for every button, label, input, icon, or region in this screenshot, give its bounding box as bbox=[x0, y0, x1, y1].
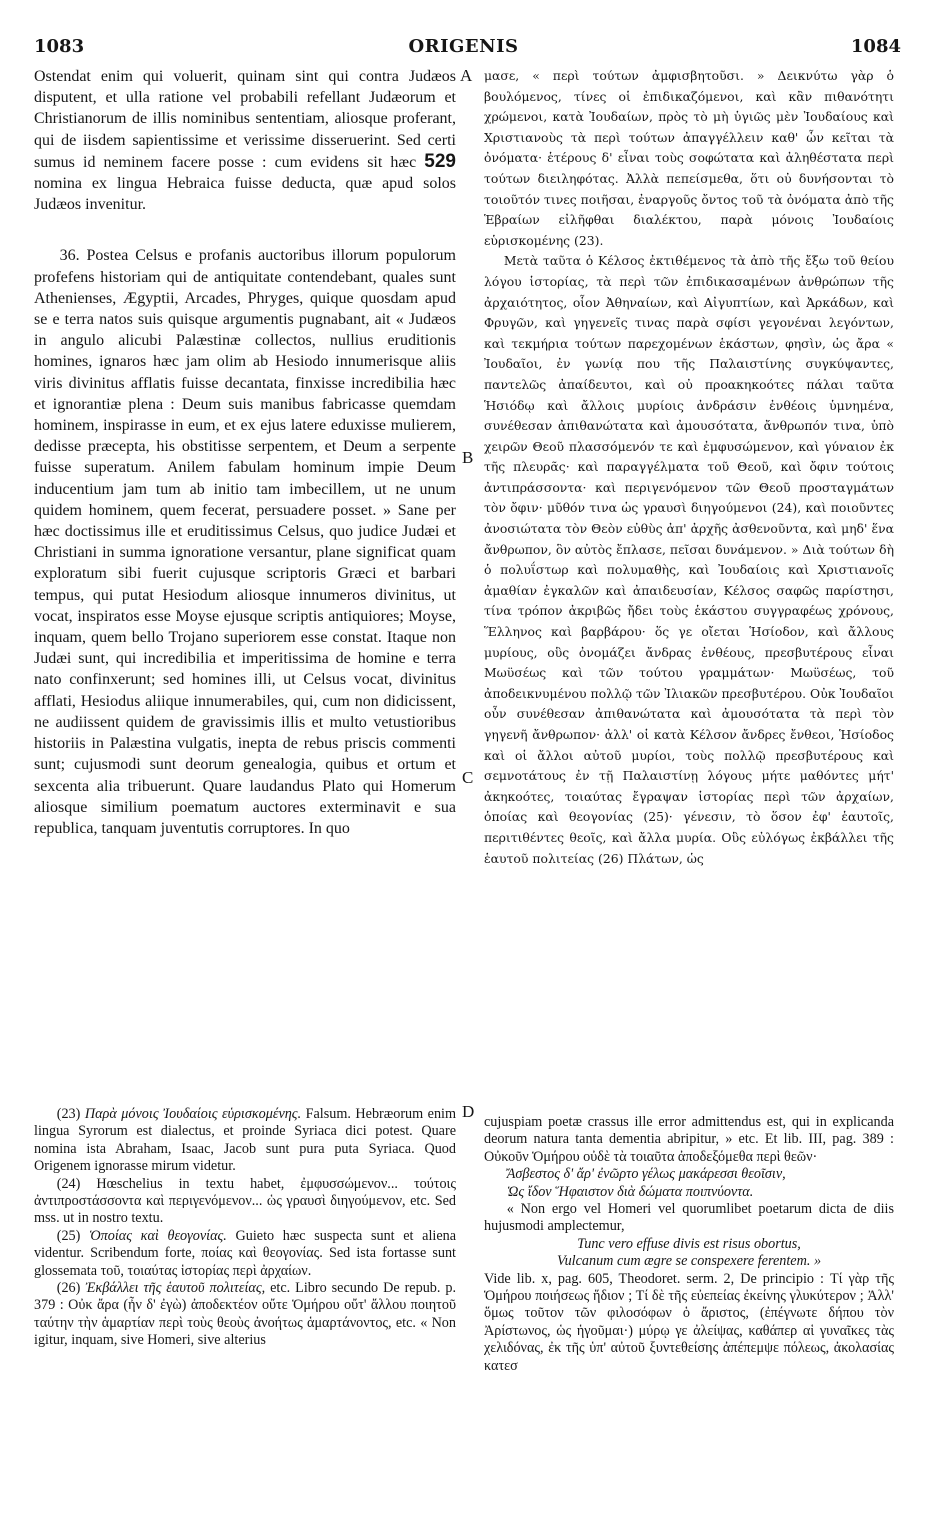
footnote-text: Falsum. Hebræorum enim lingua Syrorum est dialectus, et proinde Syriaca dici potest. Quare nomina ista Abraham, Isaac, Jacob sunt pura puta Syriaca. Quod Origenem ignorasse mirum videtur. bbox=[34, 1106, 457, 1175]
verse-line: Ἄσβεστος δ' ἄρ' ἐνῶρτο γέλως μακάρεσσι θεοῖσιν, bbox=[506, 1166, 786, 1183]
margin-letter-c: C bbox=[462, 768, 474, 787]
footnote bbox=[34, 1280, 456, 1350]
footnote-text: Guieto hæc suspecta sunt et aliena videntur. Scribendum forte, ποίας καὶ θεογονίας. Sed ista fortasse sunt glossemata τοῦ, τοιαύτας ἱστορίας περὶ ἀρχαίων. bbox=[34, 1227, 457, 1279]
footnote-lemma: Ἐκβάλλει τῆς ἑαυτοῦ πολιτείας, bbox=[85, 1280, 266, 1297]
latin-column bbox=[34, 66, 456, 839]
running-title: ORIGENIS bbox=[408, 36, 519, 57]
footnote-number: (26) bbox=[56, 1280, 81, 1297]
footnotes-left bbox=[34, 1106, 456, 1350]
footnote bbox=[34, 1228, 456, 1280]
margin-letter-d: D bbox=[462, 1102, 475, 1121]
page-number-left: 1083 bbox=[34, 36, 85, 57]
greek-paragraph: μασε, « περὶ τούτων ἀμφισβητοῦσι. » Δεικνύτω γὰρ ὁ βουλόμενος, τίνες οἱ ἐπιδικαζόμενοι, καὶ κἂν πιθανότητι χρώμενοι, κατὰ Ἰουδαίων, πρὸς τὸ μὴ ὑγιῶς μὲν Ἰουδαίους καὶ Χριστιανοὺς τὰ περὶ τούτων ἀπαγγέλλειν καθ' ὧν κεῖται τὰ ὀνόματα· ἑτέρους δ' εἶναι τοὺς σοφώτατα καὶ ἀληθέστατα περὶ τούτων διειληφότας. Ἀλλὰ πεπείσμεθα, ὅτι οὐ δυνήσονται τὸ τοιοῦτόν τινες ποιῆσαι, ἐναργοῦς ὄντος τοῦ τὰ ὀνόματα ἀπὸ τῆς Ἑβραίων εἰλῆφθαι διαλέκτου, παρὰ μόνοις Ἰουδαίοις εὑρισκομένης (23). bbox=[484, 68, 894, 248]
margin-letter-b: B bbox=[462, 448, 474, 467]
greek-paragraph: Μετὰ ταῦτα ὁ Κέλσος ἐκτιθέμενος τὰ ἀπὸ τῆς ἔξω τοῦ θείου λόγου ἱστορίας, τὰ περὶ τῶν ἐπιδικασαμένων ἀνθρώπων τῆς ἀρχαιότητος, οἷον Ἀθηναίων, καὶ Αἰγυπτίων, καὶ Ἀρκάδων, καὶ Φρυγῶν, καὶ γηγενεῖς τινας παρὰ σφίσι γεγονέναι λεγόντων, καὶ τεκμήρια τούτων παρεχομένων ἑκάστων, φησὶν, ὡς ἄρα « Ἰουδαῖοι, ἐν γωνίᾳ που τῆς Παλαιστίνης συγκύψαντες, παντελῶς ἀπαίδευτοι, καὶ οὐ προακηκοότες πάλαι ταῦτα Ἡσιόδῳ καὶ ἄλλοις μυρίοις ἀνδράσιν ἐνθέοις ὑμνημένα, συνέθεσαν ἀπιθανώτατα καὶ ἀμουσότατα, ἄνθρωπόν τινα, ὑπὸ χειρῶν Θεοῦ πλασσόμενόν τε καὶ ἐμφυσώμενον, καὶ γύναιον ἐκ τῆς πλευρᾶς· καὶ παραγγέλματα τοῦ Θεοῦ, καὶ ὄφιν τούτοις ἀντιπράσσοντα· καὶ περιγενόμενον τῶν Θεοῦ προσταγμάτων τὸν ὄφιν· μῦθόν τινα ὡς γραυσὶ διηγούμενοι (24), καὶ ποιοῦντες ἀνοσιώτατα τὸν Θεὸν εὐθὺς ἀπ' ἀρχῆς ἀσθενοῦντα, καὶ μηδ' ἕνα ἄνθρωπον, ὃν αὐτὸς ἔπλασε, πεῖσαι δυνάμενον. » Διὰ τούτων δὴ ὁ πολυΐστωρ καὶ πολυμαθὴς, καὶ Ἰουδαίοις καὶ Χριστιανοῖς ἀμαθίαν ἐγκαλῶν καὶ ἀπαιδευσίαν, Κέλσος σαφῶς παρίστησι, τίνα τρόπον ἀκριβῶς ἤδει τοὺς ἑκάστου συγγραφέως χρόνους, Ἕλληνος καὶ βαρβάρου· ὅς γε οἴεται Ἡσίοδον, καὶ ἄλλους μυρίους, οὓς ὀνομάζει ἄνδρας ἐνθέους, πρεσβυτέρους εἶναι Μωϋσέως καὶ τῶν τούτου γραμμάτων· Μωϋσέως, τοῦ ἀποδεικνυμένου πολλῷ τῶν Ἰλιακῶν πρεσβυτέρου. Οὐκ Ἰουδαῖοι οὖν συνέθεσαν ἀπιθανώτατα καὶ ἀμουσότατα τὰ περὶ τὸν γηγενῆ ἄνθρωπον· ἀλλ' οἱ κατὰ Κέλσον ἄνδρες ἔνθεοι, Ἡσίοδος καὶ οἱ ἄλλοι αὐτοῦ μυρίοι, τοὺς πολλῷ πρεσβυτέρους καὶ σεμνοτάτους ἐν τῇ Παλαιστίνῃ λόγους μήτε μαθόντες μήτ' ἀκηκοότες, τοιαύτας ἔγραψαν ἱστορίας περὶ τῶν ἀρχαίων, ὁποίας καὶ θεογονίας (25)· γένεσιν, τὸ ὅσον ἐφ' ἑαυτοῖς, περιτιθέντες θεοῖς, καὶ ἄλλα μυρία. Οὓς εὐλόγως ἐκβάλλει τῆς ἑαυτοῦ πολιτείας (26) Πλάτων, ὡς bbox=[484, 253, 894, 866]
greek-column bbox=[484, 66, 894, 869]
margin-letter-a: A bbox=[460, 66, 473, 85]
latin-paragraph bbox=[34, 66, 456, 215]
column-number: 529 bbox=[424, 150, 456, 172]
footnote-lemma: Ὁποίας καὶ θεογονίας. bbox=[89, 1227, 227, 1244]
verse-line: Ὡς ἴδον Ἥφαιστον διὰ δώματα ποιπνύοντα. bbox=[506, 1183, 754, 1200]
latin-paragraph-36: 36. Postea Celsus e profanis auctoribus illorum populorum profefens historiam qui de antiquitate contendebant, quales sunt Athenienses, Ægyptii, Arcades, Phryges, quique quosdam apud se e terra natos suis quisque argumentis pugnabant, ait « Judæos in angulo alicubi Palæstinæ collectos, nullius eruditionis homines, ignaros hæc jam olim ab Hesiodo innumerisque aliis viris divinitus afflatis fuisse decantata, finxisse incredibilia hæc et ignorantiæ plena : Deum suis manibus fabricasse quemdam hominem, inspirasse in eum, et ex ejus latere eduxisse mulierem, dedisse præcepta, his obstitisse serpentem, et Deum a serpente fuisse superatum. Anilem fabulam hominum impie Deum inducentium jam tum ab initio tam imbecillem, ut ne unum quidem hominem, quem fecerat, persuadere posset. » Sane per hæc doctissimus ille et eruditissimus Celsus, quo judice Judæi et Christiani in summa ignoratione versantur, plane significat quam exploratum sibi fuerit cujusque scriptoris Græci et barbari tempus, qui putat Hesiodum aliosque innumeros divinitus, ut vocat, inspiratos esse Moyse ejusque scriptis antiquiores; Moyse, inquam, quem bello Trojano superiorem esse constat. Itaque non Judæi sunt, qui incredibilia et imperitissima de homine e terra nato confinxerunt; sed homines illi, ut Celsus vocat, divinitus afflati, Hesiodus aliique innumerabiles, qui, cum non didicissent, ne audiissent quidem de gravissimis illis et multo vetustioribus historiis in Palæstina vulgatis, inepta de rebus priscis commenti sunt; cujusmodi sunt deorum genealogia, quibus et ortum et sexcenta alia tribuerunt. Quare laudandus Plato qui Homerum aliosque similium poematum auctores exterminavit e sua republica, tanquam juventutis corruptores. In quo bbox=[34, 247, 456, 837]
footnote-text: etc. Libro secundo De repub. p. 379 : Οὐκ ἄρα (ἦν δ' ἐγὼ) ἀποδεκτέον οὔτε Ὁμήρου οὔτ' ἄλλου ποιητοῦ ταύτην τὴν ἁμαρτίαν περὶ τοὺς θεοὺς ἀνοήτως ἁμαρτάνοντος, etc. « Non igitur, inquam, sive Homeri, sive alterius bbox=[34, 1280, 457, 1349]
footnote-text: Hœschelius in textu habet, ἐμφυσσώμενον... τούτοις ἀντιπροστάσσοντα καὶ περιγενόμενον... ὡς γραυσὶ διηγούμενον, etc. Sed mss. ut in nostro textu. bbox=[34, 1175, 456, 1227]
footnote-continuation: cujuspiam poetæ crassus ille error admittendus est, qui in explicanda deorum natura tanta dementia abripitur, » etc. Et lib. III, pag. 389 : Οὐκοῦν Ὁμήρου οὐδὲ τὰ τοιαῦτα ἀποδεξόμεθα περὶ θεῶν· bbox=[484, 1114, 894, 1165]
verse-line: Tunc vero effuse divis est risus obortus, bbox=[577, 1235, 801, 1252]
page-number-right: 1084 bbox=[850, 36, 901, 57]
footnote-number: (23) bbox=[56, 1106, 81, 1122]
verse-line: Vulcanum cum ægre se conspexere ferentem. » bbox=[556, 1253, 822, 1270]
latin-text: Ostendat enim qui voluerit, quinam sint qui contra Judæos disputent, et ulla ratione vel probabili refellant Judæorum et Christianorum de illis nominibus sententiam, aliosque proferant, qui de iisdem sapientissime et verissime disseruerint. Sed certi sumus id neminem facere posse : cum evidens sit hæc bbox=[34, 68, 456, 171]
footnote-number: (24) bbox=[56, 1175, 81, 1192]
footnote-number: (25) bbox=[56, 1227, 81, 1244]
footnote-text: « Non ergo vel Homeri vel quorumlibet poetarum dicta de diis hujusmodi amplectemur, bbox=[484, 1201, 894, 1235]
footnote-text: Vide lib. x, pag. 605, Theodoret. serm. 2, De principio : Τί γὰρ τῆς Ὁμήρου ποιήσεως ἥδιον ; Τί δὲ τῆς εὐεπείας ἐκείνης γλυκύτερον ; Ἀλλ' ὅμως τοῦτον τῶν φιλοσόφων ὁ ἄριστος, (ἐπέγνωτε δήπου τὸν Ἀρίστωνος, ὡς ἡγοῦμαι·) μύρῳ γε ἀλείψας, καθάπερ αἱ γυναῖκες τὰς χελιδόνας, ἐκ τῆς ὑπ' αὐτοῦ ξυντεθείσης ἀπέπεμψε πόλεως, ἀκολασίας κατεσ bbox=[484, 1270, 894, 1374]
footnote-lemma: Παρὰ μόνοις Ἰουδαίοις εὑρισκομένης. bbox=[84, 1106, 302, 1122]
footnote bbox=[34, 1176, 456, 1228]
footnotes-right bbox=[484, 1114, 894, 1375]
footnote bbox=[34, 1106, 456, 1176]
latin-text: nomina ex lingua Hebraica fuisse deducta, quæ apud solos Judæos invenitur. bbox=[34, 175, 456, 214]
